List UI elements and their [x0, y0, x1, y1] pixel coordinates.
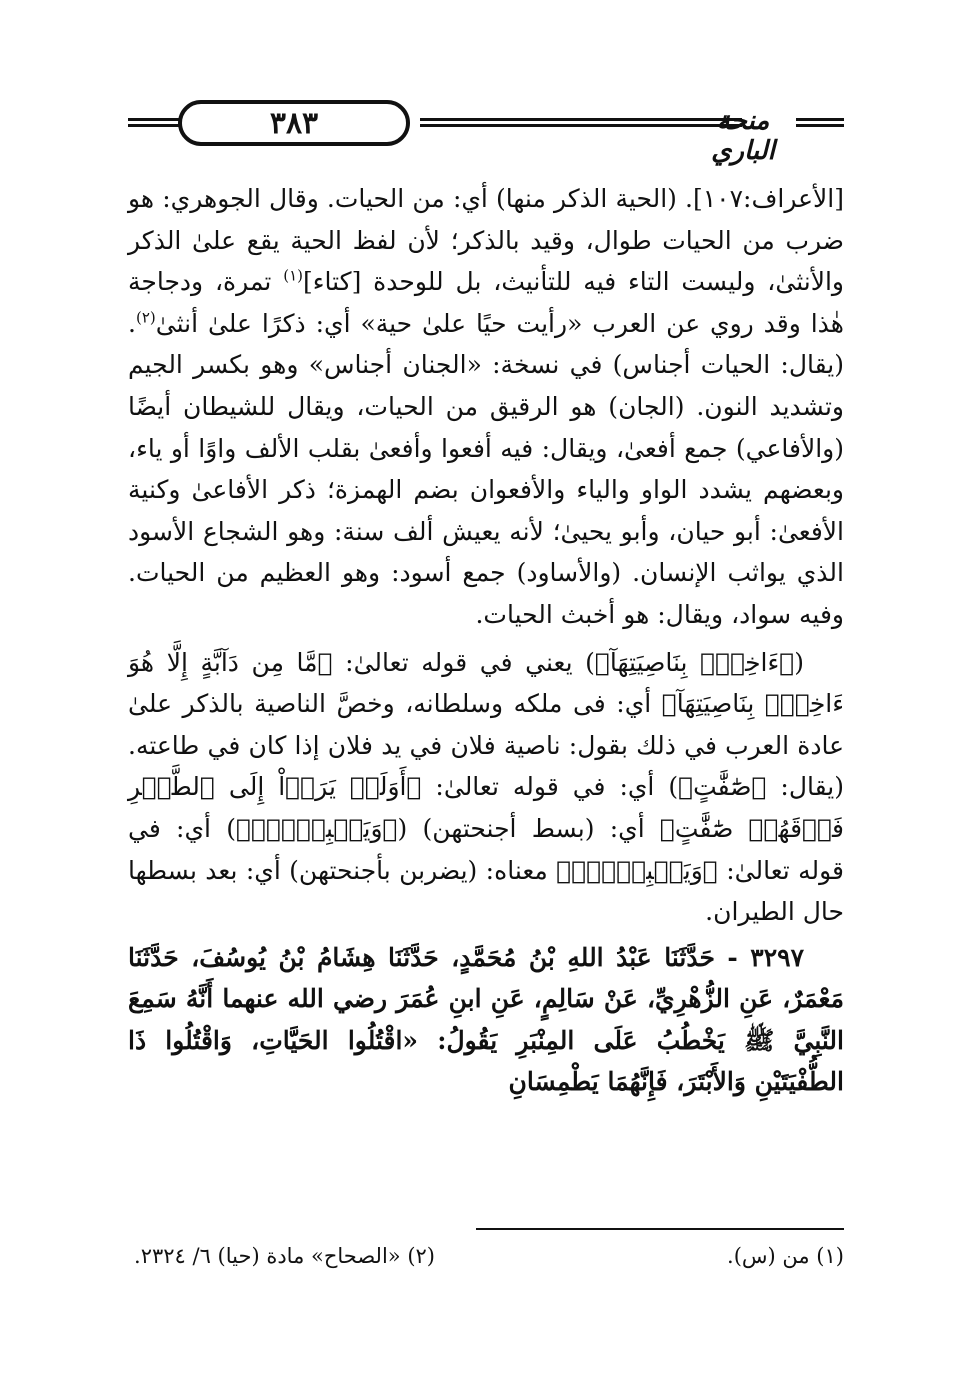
footnotes — [128, 1244, 844, 1280]
commentary-text: تمرة، ودجاجة هٰذا وقد روي عن العرب «رأيت حيًا علىٰ حية» أي: ذكرًا علىٰ أنثىٰ — [128, 267, 844, 338]
commentary-paragraph-verses: (﴿ءَاخِذُۢ بِنَاصِيَتِهَآ﴾) يعني في قوله تعالىٰ: ﴿مَّا مِن دَآبَّةٍ إِلَّا هُوَ ءَاخِذُۢ بِنَاصِيَتِهَآ﴾ أي: فى ملكه وسلطانه، وخصَّ الناصية بالذكر علىٰ عادة العرب في ذلك بقول: ناصية فلان في يد فلان إذا كان في طاعته. (يقال: ﴿صَٰٓفَّٰتٍ﴾) أي: في قوله تعالىٰ: ﴿أَوَلَمۡ يَرَوۡاْ إِلَى ٱلطَّيۡرِ فَوۡقَهُمۡ صَٰٓفَّٰتٍ﴾ أي: (بسط أجنحتهن) (﴿وَيَقۡبِضۡنَۚ﴾) أي: في قوله تعالىٰ: ﴿وَيَقۡبِضۡنَۚ﴾ معناه: (يضربن بأجنحتهن) أي: بعد بسطها حال الطيران. — [128, 647, 844, 927]
footnote-separator — [476, 1228, 844, 1230]
book-title: منحة الباري — [711, 106, 775, 166]
commentary-text: . (يقال: الحيات أجناس) في نسخة: «الجنان أجناس» وهو بكسر الجيم وتشديد النون. (الجان) هو الرقيق من الحيات، ويقال للشيطان أيضًا (والأفاعي) جمع أفعىٰ، ويقال: فيه أفعوا وأفعىٰ بقلب الألف واوًا أو ياء، وبعضهم يشدد الواو والياء والأفعوان بضم الهمزة؛ ذكر الأفاعىٰ وكنية الأفعىٰ: أبو حيان، وأبو يحيىٰ؛ لأنه يعيش ألف سنة: وهو الشجاع الأسود الذي يواثب الإنسان. (والأساود) جمع أسود: وهو العظيم من الحيات. وفيه سواد، ويقال: هو أخبث الحيات. — [128, 308, 844, 629]
main-text — [128, 178, 844, 1103]
header-rule-right — [796, 118, 844, 132]
page-header — [128, 96, 844, 166]
footnote-2: (٢) «الصحاح» مادة (حيا) ٦/ ٢٣٢٤. — [134, 1244, 435, 1268]
footnote-1: (١) من (س). — [727, 1244, 844, 1268]
commentary-paragraph — [128, 178, 844, 636]
hadith-text: ٣٢٩٧ - حَدَّثَنَا عَبْدُ اللهِ بْنُ مُحَمَّدٍ، حَدَّثَنَا هِشَامُ بْنُ يُوسُفَ، حَدَّثَنَا مَعْمَرٌ، عَنِ الزُّهْرِيِّ، عَنْ سَالِمٍ، عَنِ ابنِ عُمَرَ رضي الله عنهما أَنَّهُ سَمِعَ النَّبِيَّ ﷺ يَخْطُبُ عَلَى المِنْبَرِ يَقُولُ: «اقْتُلُوا الحَيَّاتِ، وَاقْتُلُوا ذَا الطُّفْيَتَيْنِ وَالأَبْتَرَ، فَإِنَّهُمَا يَطْمِسَانِ — [128, 942, 844, 1097]
page-number: ٣٨٣ — [178, 100, 410, 146]
commentary-text: [الأعراف:١٠٧]. (الحية الذكر منها) أي: من الحيات. وقال الجوهري: هو ضرب من الحيات طوال، وقيد بالذكر؛ لأن لفظ الحية يقع علىٰ الذكر والأنثىٰ، وليست التاء فيه للتأنيث، بل للوحدة [كتاء] — [128, 184, 844, 297]
footnote-ref-1: (١) — [283, 266, 303, 285]
header-rule-left — [128, 118, 180, 132]
footnote-ref-2: (٢) — [135, 308, 156, 327]
